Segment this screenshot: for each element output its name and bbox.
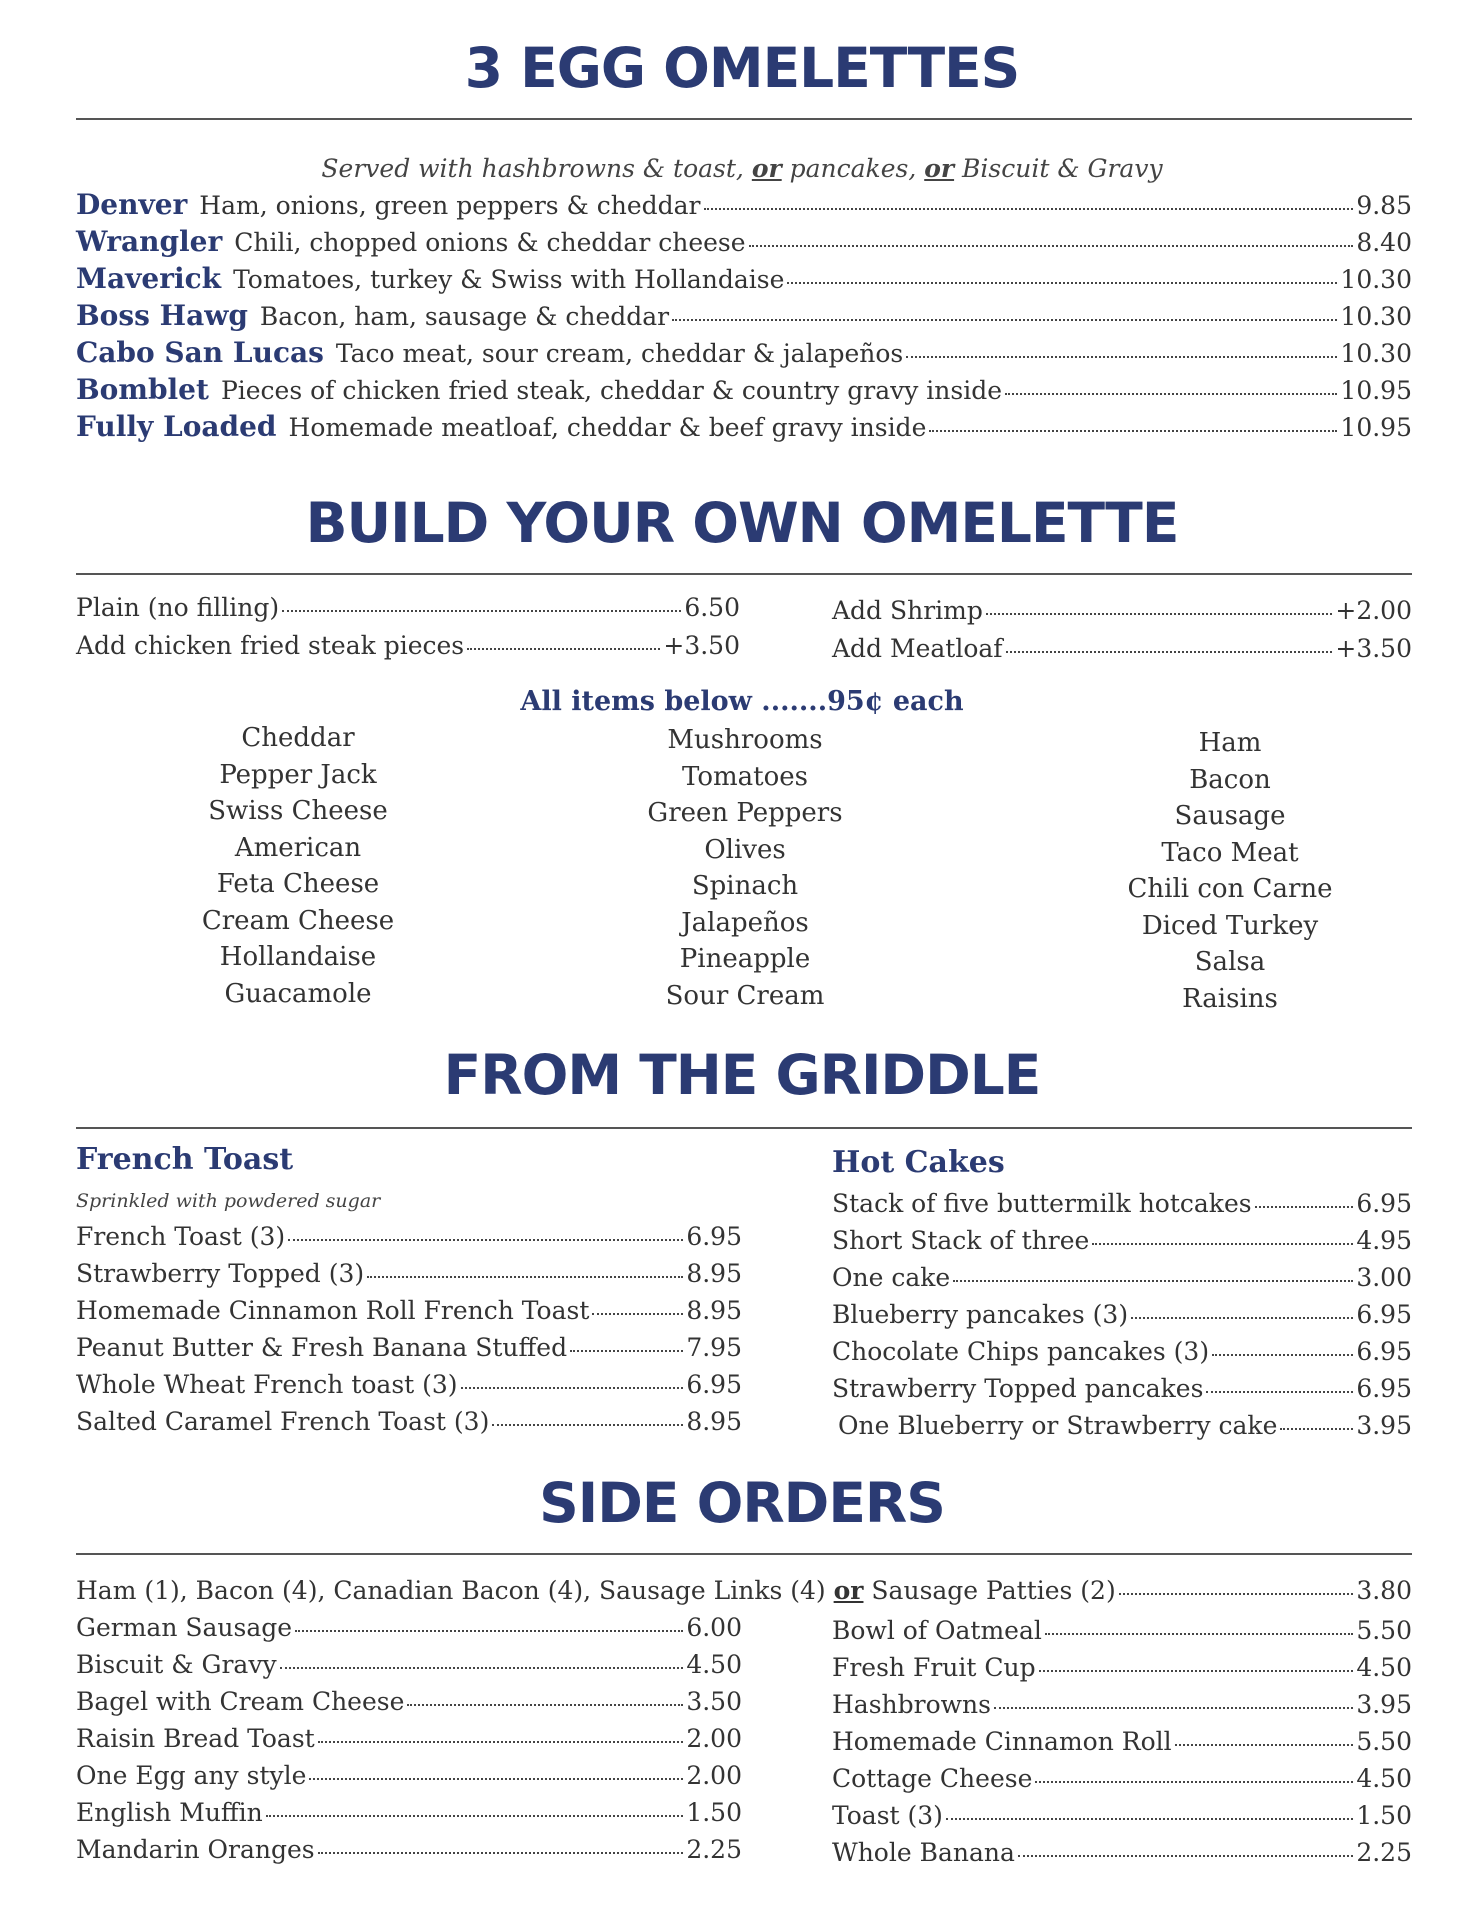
item-desc: Mandarin Oranges — [76, 1835, 315, 1864]
side-item — [76, 1798, 742, 1827]
build-desc: Add Meatloaf — [832, 634, 1003, 663]
item-desc: Whole Banana — [832, 1838, 1015, 1867]
dot-leader — [953, 1280, 1353, 1282]
ingredient: Diced Turkey — [1141, 910, 1319, 941]
griddle-heading: FROM THE GRIDDLE — [443, 1043, 1041, 1107]
side-item — [832, 1727, 1412, 1756]
item-price: 6.95 — [1356, 1337, 1412, 1366]
ingredient: Raisins — [1182, 983, 1278, 1014]
dot-leader — [906, 356, 1337, 358]
build-price: 6.50 — [684, 593, 740, 622]
item-price: 4.50 — [686, 1650, 742, 1679]
ingredient: Hollandaise — [219, 942, 377, 972]
ingredient: American — [234, 832, 362, 863]
omelettes-divider — [76, 118, 1412, 120]
side-item — [832, 1690, 1412, 1719]
sides-divider — [76, 1553, 1412, 1555]
item-desc: Strawberry Topped (3) — [76, 1259, 365, 1288]
item-desc: Cottage Cheese — [832, 1764, 1033, 1793]
dot-leader — [266, 1815, 684, 1817]
omelette-desc: Homemade meatloaf, cheddar & beef gravy inside — [288, 413, 927, 442]
omelette-desc: Taco meat, sour cream, cheddar & jalapeños — [335, 339, 904, 368]
item-price: 8.95 — [686, 1259, 742, 1288]
dot-leader — [1206, 1391, 1353, 1393]
ingredient: Olives — [704, 834, 786, 865]
item-desc: One cake — [832, 1263, 951, 1292]
item-desc: One Blueberry or Strawberry cake — [838, 1411, 1278, 1440]
ingredient: Sour Cream — [665, 980, 825, 1011]
dot-leader — [994, 1707, 1353, 1709]
dot-leader — [986, 613, 1332, 615]
griddle-divider — [76, 1127, 1412, 1129]
omelette-price: 8.40 — [1356, 228, 1412, 257]
side-item — [832, 1764, 1412, 1793]
item-price: 4.95 — [1356, 1226, 1412, 1255]
item-price: 4.50 — [1356, 1764, 1412, 1793]
ingredient: Green Peppers — [647, 798, 843, 828]
side-item — [76, 1613, 742, 1642]
item-desc: Salted Caramel French Toast (3) — [76, 1407, 490, 1436]
omelette-price: 10.30 — [1340, 339, 1412, 368]
omelette-price: 10.30 — [1340, 265, 1412, 294]
hot-cakes-item — [832, 1263, 1412, 1292]
ingredient-column-cheeses — [148, 720, 448, 1012]
ingredient: Sausage — [1174, 801, 1286, 831]
dot-leader — [461, 1387, 684, 1389]
item-desc: Biscuit & Gravy — [76, 1650, 277, 1679]
french-toast-title: French Toast — [76, 1142, 294, 1177]
dot-leader — [407, 1704, 683, 1706]
item-desc: Fresh Fruit Cup — [832, 1653, 1036, 1682]
ingredient: Pineapple — [679, 944, 811, 974]
item-desc: Toast (3) — [832, 1801, 943, 1830]
dot-leader — [467, 648, 660, 650]
item-price: 1.50 — [686, 1798, 742, 1827]
dot-leader — [492, 1424, 683, 1426]
dot-leader — [318, 1741, 684, 1743]
ingredient-column-meats — [1080, 725, 1380, 1017]
side-item — [832, 1616, 1412, 1645]
item-desc: Peanut Butter & Fresh Banana Stuffed — [76, 1333, 568, 1362]
omelette-item — [76, 299, 1412, 332]
ingredient: Feta Cheese — [216, 869, 380, 899]
ingredient: Jalapeños — [681, 907, 809, 938]
item-desc: Hashbrowns — [832, 1690, 991, 1719]
dot-leader — [1212, 1354, 1353, 1356]
french-toast-note: Sprinkled with powdered sugar — [76, 1190, 381, 1212]
side-item — [832, 1801, 1412, 1830]
build-item — [76, 593, 740, 622]
build-desc: Add chicken fried steak pieces — [76, 631, 465, 660]
omelette-name: Denver — [76, 188, 188, 221]
ingredient: Salsa — [1194, 947, 1266, 977]
ingredient: Ham — [1198, 728, 1262, 758]
build-item — [832, 596, 1412, 625]
french-toast-item — [76, 1370, 742, 1399]
build-price: +3.50 — [663, 631, 740, 660]
dot-leader — [1131, 1317, 1353, 1319]
item-price: 6.95 — [1356, 1189, 1412, 1218]
dot-leader — [1005, 393, 1337, 395]
french-toast-item — [76, 1222, 742, 1251]
item-price: 5.50 — [1356, 1727, 1412, 1756]
dot-leader — [318, 1852, 684, 1854]
ingredient: Cheddar — [241, 723, 355, 753]
omelette-name: Boss Hawg — [76, 299, 248, 332]
dot-leader — [1255, 1206, 1354, 1208]
ingredient: Spinach — [691, 871, 799, 901]
dot-leader — [367, 1276, 683, 1278]
dot-leader — [672, 319, 1337, 321]
item-price: 1.50 — [1356, 1801, 1412, 1830]
side-item — [76, 1687, 742, 1716]
dot-leader — [282, 610, 681, 612]
item-price: 2.25 — [686, 1835, 742, 1864]
item-price: 2.00 — [686, 1761, 742, 1790]
build-desc: Plain (no filling) — [76, 593, 280, 622]
hot-cakes-item — [832, 1337, 1412, 1366]
item-desc: German Sausage — [76, 1613, 293, 1642]
omelette-desc: Tomatoes, turkey & Swiss with Hollandaise — [233, 265, 785, 294]
ingredient: Chili con Carne — [1127, 874, 1333, 904]
omelette-price: 9.85 — [1356, 191, 1412, 220]
build-price: +3.50 — [1335, 634, 1412, 663]
omelettes-tagline: Served with hashbrowns & toast, or pancakes, or Biscuit & Gravy — [321, 154, 1163, 183]
item-price: 5.50 — [1356, 1616, 1412, 1645]
dot-leader — [1039, 1670, 1354, 1672]
omelette-name: Wrangler — [76, 225, 223, 258]
hot-cakes-item — [832, 1300, 1412, 1329]
item-price: 3.95 — [1356, 1690, 1412, 1719]
dot-leader — [1280, 1428, 1353, 1430]
dot-leader — [704, 208, 1354, 210]
hot-cakes-item — [832, 1374, 1412, 1403]
dot-leader — [1045, 1633, 1353, 1635]
dot-leader — [592, 1313, 683, 1315]
dot-leader — [749, 245, 1354, 247]
ingredient: Swiss Cheese — [208, 796, 388, 826]
omelette-item — [76, 410, 1412, 443]
item-desc: One Egg any style — [76, 1761, 307, 1790]
item-desc: Homemade Cinnamon Roll — [832, 1727, 1172, 1756]
side-meats-item — [76, 1576, 1412, 1605]
build-heading: BUILD YOUR OWN OMELETTE — [305, 491, 1179, 555]
item-desc: English Muffin — [76, 1798, 263, 1827]
omelette-item — [76, 373, 1412, 406]
ingredient: Bacon — [1189, 764, 1271, 795]
item-desc: Strawberry Topped pancakes — [832, 1374, 1204, 1403]
hot-cakes-item — [838, 1411, 1412, 1440]
omelette-desc: Ham, onions, green peppers & cheddar — [199, 191, 701, 220]
omelette-item — [76, 262, 1412, 295]
omelette-item — [76, 188, 1412, 221]
item-desc: Ham (1), Bacon (4), Canadian Bacon (4), Sausage Links (4) or Sausage Patties (2) — [76, 1576, 1116, 1605]
item-price: 2.00 — [686, 1724, 742, 1753]
dot-leader — [946, 1818, 1353, 1820]
dot-leader — [288, 1239, 683, 1241]
build-divider — [76, 573, 1412, 575]
dot-leader — [929, 430, 1337, 432]
item-price: 3.00 — [1356, 1263, 1412, 1292]
omelette-item — [76, 225, 1412, 258]
french-toast-item — [76, 1259, 742, 1288]
item-price: 3.80 — [1356, 1576, 1412, 1605]
item-price: 8.95 — [686, 1296, 742, 1325]
item-price: 3.50 — [686, 1687, 742, 1716]
side-item — [832, 1653, 1412, 1682]
omelette-name: Maverick — [76, 262, 222, 295]
omelette-desc: Chili, chopped onions & cheddar cheese — [234, 228, 746, 257]
omelette-price: 10.95 — [1340, 376, 1412, 405]
item-desc: French Toast (3) — [76, 1222, 286, 1251]
hot-cakes-item — [832, 1226, 1412, 1255]
hot-cakes-item — [832, 1189, 1412, 1218]
dot-leader — [309, 1778, 683, 1780]
dot-leader — [1175, 1744, 1354, 1746]
ingredient: Mushrooms — [667, 725, 823, 755]
omelette-price: 10.95 — [1340, 413, 1412, 442]
french-toast-item — [76, 1333, 742, 1362]
dot-leader — [1006, 651, 1333, 653]
omelette-price: 10.30 — [1340, 302, 1412, 331]
dot-leader — [570, 1350, 683, 1352]
item-price: 6.95 — [1356, 1300, 1412, 1329]
item-desc: Bowl of Oatmeal — [832, 1616, 1042, 1645]
dot-leader — [1035, 1781, 1353, 1783]
side-item — [76, 1761, 742, 1790]
item-price: 4.50 — [1356, 1653, 1412, 1682]
ingredient-column-veggies — [595, 722, 895, 1014]
ingredient: Guacamole — [224, 978, 372, 1009]
item-price: 6.95 — [686, 1370, 742, 1399]
side-item — [832, 1838, 1412, 1867]
item-desc: Homemade Cinnamon Roll French Toast — [76, 1296, 590, 1325]
side-item — [76, 1650, 742, 1679]
omelette-item — [76, 336, 1412, 369]
item-desc: Chocolate Chips pancakes (3) — [832, 1337, 1210, 1366]
dot-leader — [295, 1630, 683, 1632]
hot-cakes-title: Hot Cakes — [832, 1145, 1005, 1180]
item-price: 6.00 — [686, 1613, 742, 1642]
omelette-desc: Bacon, ham, sausage & cheddar — [259, 302, 670, 331]
omelette-name: Bomblet — [76, 373, 209, 406]
sides-heading: SIDE ORDERS — [539, 1471, 945, 1535]
omelette-name: Fully Loaded — [76, 410, 277, 443]
item-price: 3.95 — [1356, 1411, 1412, 1440]
french-toast-item — [76, 1407, 742, 1436]
item-price: 8.95 — [686, 1407, 742, 1436]
item-price: 2.25 — [1356, 1838, 1412, 1867]
omelette-name: Cabo San Lucas — [76, 336, 324, 369]
omelettes-heading: 3 EGG OMELETTES — [464, 36, 1020, 100]
build-item — [832, 634, 1412, 663]
dot-leader — [1018, 1855, 1353, 1857]
item-desc: Bagel with Cream Cheese — [76, 1687, 405, 1716]
build-price: +2.00 — [1335, 596, 1412, 625]
item-price: 6.95 — [1356, 1374, 1412, 1403]
build-item — [76, 631, 740, 660]
ingredient: Cream Cheese — [201, 905, 395, 936]
ingredient: Taco Meat — [1161, 837, 1299, 868]
dot-leader — [280, 1667, 684, 1669]
french-toast-item — [76, 1296, 742, 1325]
build-desc: Add Shrimp — [832, 596, 983, 625]
dot-leader — [1092, 1243, 1353, 1245]
ingredient: Tomatoes — [682, 761, 808, 792]
omelette-desc: Pieces of chicken fried steak, cheddar & country gravy inside — [220, 376, 1003, 405]
item-price: 7.95 — [686, 1333, 742, 1362]
item-desc: Whole Wheat French toast (3) — [76, 1370, 458, 1399]
item-price: 6.95 — [686, 1222, 742, 1251]
all-items-price: All items below .......95¢ each — [520, 686, 964, 717]
dot-leader — [787, 282, 1337, 284]
side-item — [76, 1835, 742, 1864]
item-desc: Stack of five buttermilk hotcakes — [832, 1189, 1252, 1218]
ingredient: Pepper Jack — [219, 759, 377, 790]
item-desc: Blueberry pancakes (3) — [832, 1300, 1129, 1329]
dot-leader — [1119, 1593, 1354, 1595]
side-item — [76, 1724, 742, 1753]
item-desc: Raisin Bread Toast — [76, 1724, 315, 1753]
item-desc: Short Stack of three — [832, 1226, 1090, 1255]
